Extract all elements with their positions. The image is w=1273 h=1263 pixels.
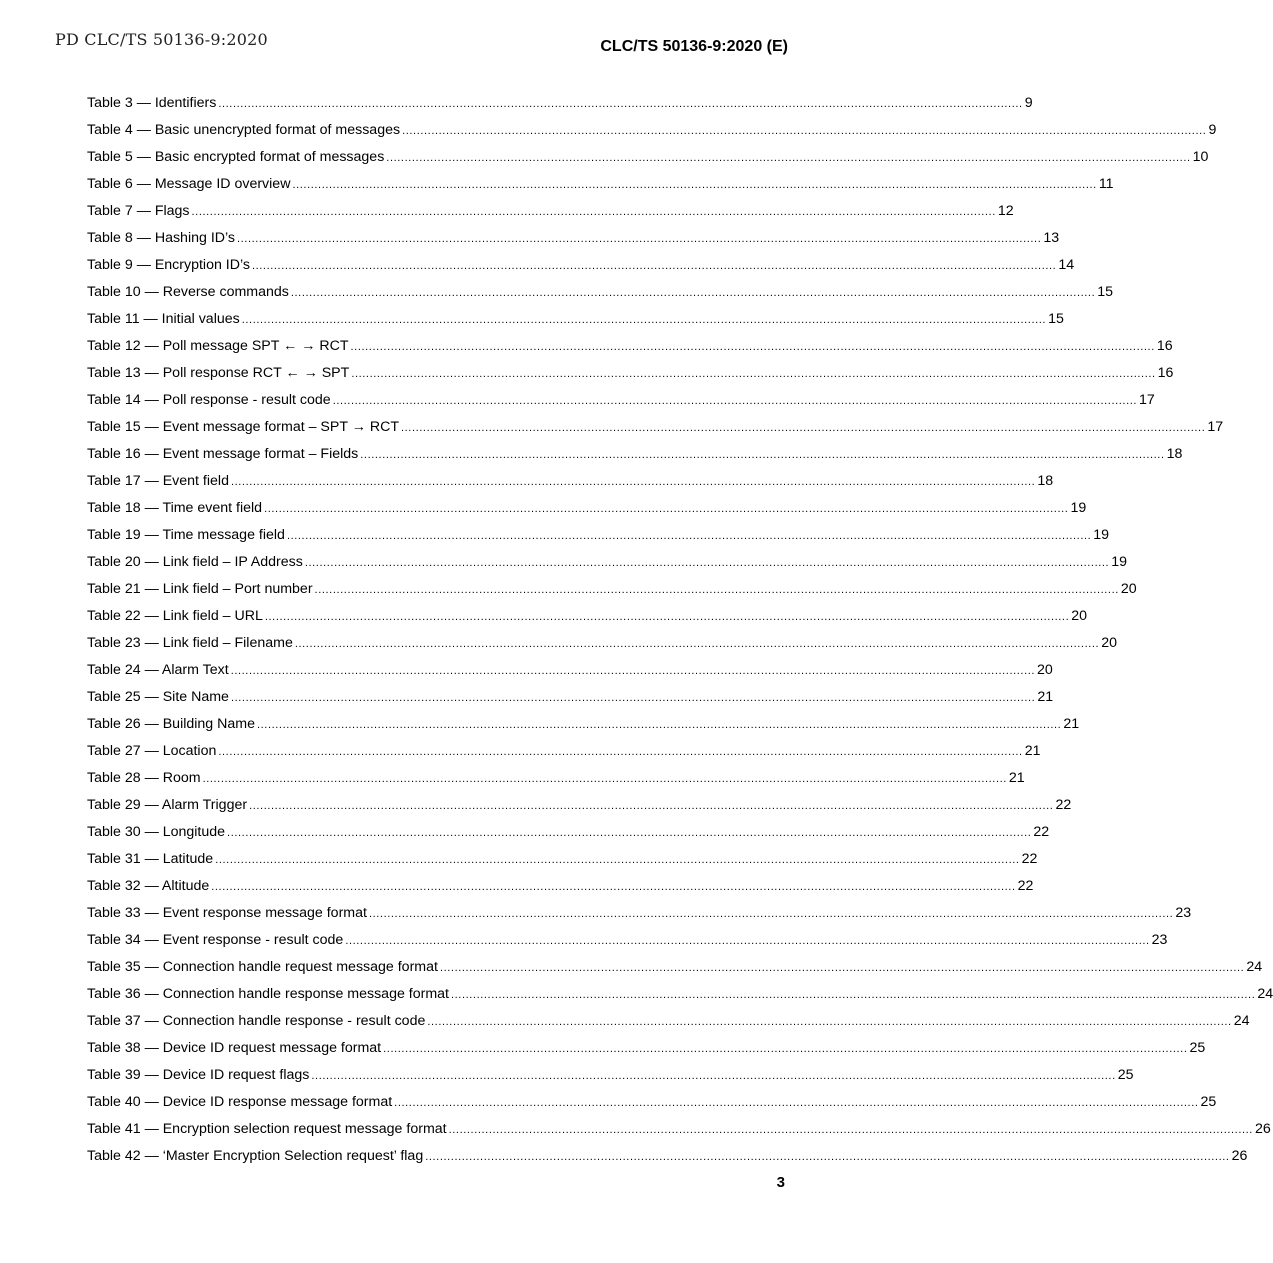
toc-entry-title: Table 6 — Message ID overview (87, 176, 291, 192)
dot-leader: ............................................................................................................................................................................................................................ (345, 935, 1150, 947)
dot-leader: ............................................................................................................................................................................................................................ (290, 287, 1096, 299)
dot-leader: ............................................................................................................................................................................................................................ (191, 206, 996, 218)
toc-entry[interactable] (87, 931, 1168, 958)
toc-entry[interactable] (87, 769, 1025, 796)
toc-entry-title: Table 26 — Building Name (87, 716, 255, 732)
toc-entry-page: 22 (1017, 878, 1034, 894)
toc-entry[interactable] (87, 229, 1060, 256)
toc-entry-page: 24 (1257, 986, 1273, 1002)
dot-leader: ............................................................................................................................................................................................................................ (383, 1043, 1188, 1055)
dot-leader: ............................................................................................................................................................................................................................ (264, 611, 1070, 623)
dot-leader: ............................................................................................................................................................................................................................ (427, 1016, 1232, 1028)
toc-entry-title: Table 38 — Device ID request message format (87, 1040, 382, 1056)
toc-entry-page: 11 (1098, 176, 1114, 192)
toc-entry[interactable] (87, 715, 1080, 742)
toc-entry-page: 20 (1037, 662, 1053, 678)
toc-entry-page: 9 (1024, 95, 1033, 111)
toc-entry[interactable] (87, 850, 1038, 877)
toc-entry-title: Table 30 — Longitude (87, 824, 226, 840)
dot-leader: ............................................................................................................................................................................................................................ (368, 908, 1174, 920)
toc-entry-page: 21 (1063, 716, 1080, 732)
toc-entry-title: Table 13 — Poll response RCT ← → SPT (87, 365, 350, 381)
toc-entry-page: 21 (1037, 689, 1054, 705)
dot-leader: ............................................................................................................................................................................................................................ (294, 638, 1100, 650)
dot-leader: ............................................................................................................................................................................................................................ (425, 1151, 1230, 1163)
dot-leader: ............................................................................................................................................................................................................................ (448, 1124, 1253, 1136)
dot-leader: ............................................................................................................................................................................................................................ (451, 989, 1256, 1001)
dot-leader: ............................................................................................................................................................................................................................ (351, 368, 1156, 380)
toc-entry[interactable] (87, 958, 1263, 985)
toc-entry-page: 26 (1254, 1121, 1271, 1137)
dot-leader: ............................................................................................................................................................................................................................ (251, 260, 1057, 272)
toc-entry-page: 14 (1058, 257, 1075, 273)
toc-entry-page: 16 (1157, 365, 1174, 381)
toc-entry[interactable] (87, 1066, 1134, 1093)
toc-entry-title: Table 9 — Encryption ID’s (87, 257, 250, 273)
dot-leader: ............................................................................................................................................................................................................................ (241, 314, 1047, 326)
pd-document-id: PD CLC/TS 50136-9:2020 (55, 30, 268, 49)
toc-entry-page: 19 (1070, 500, 1087, 516)
toc-entry-page: 25 (1200, 1094, 1217, 1110)
toc-entry-title: Table 14 — Poll response - result code (87, 392, 331, 408)
toc-entry[interactable] (87, 553, 1127, 580)
toc-entry-page: 20 (1071, 608, 1088, 624)
toc-entry-page: 12 (997, 203, 1014, 219)
toc-entry-page: 17 (1139, 392, 1155, 408)
toc-entry-page: 20 (1101, 635, 1117, 651)
toc-entry-page: 24 (1233, 1013, 1250, 1029)
toc-entry[interactable] (87, 796, 1072, 823)
dot-leader: ............................................................................................................................................................................................................................ (211, 881, 1016, 893)
dot-leader: ............................................................................................................................................................................................................................ (314, 584, 1119, 596)
toc-entry[interactable] (87, 526, 1110, 553)
dot-leader: ............................................................................................................................................................................................................................ (402, 125, 1207, 137)
toc-entry[interactable] (87, 742, 1041, 769)
toc-entry[interactable] (87, 94, 1033, 121)
toc-entry-page: 22 (1033, 824, 1050, 840)
dot-leader: ............................................................................................................................................................................................................................ (237, 233, 1042, 245)
toc-entry-page: 19 (1093, 527, 1110, 543)
dot-leader: ............................................................................................................................................................................................................................ (286, 530, 1092, 542)
toc-entry-title: Table 36 — Connection handle response message format (87, 986, 449, 1002)
toc-entry-title: Table 28 — Room (87, 770, 201, 786)
toc-entry[interactable] (87, 418, 1224, 445)
toc-entry-page: 23 (1151, 932, 1168, 948)
list-of-tables (87, 94, 1273, 1174)
toc-entry-page: 22 (1055, 797, 1072, 813)
toc-entry[interactable] (87, 607, 1088, 634)
toc-entry-title: Table 42 — ‘Master Encryption Selection request’ flag (87, 1148, 424, 1164)
toc-entry-page: 18 (1037, 473, 1054, 489)
toc-entry-title: Table 41 — Encryption selection request message format (87, 1121, 447, 1137)
toc-entry-title: Table 12 — Poll message SPT ← → RCT (87, 338, 349, 354)
toc-entry[interactable] (87, 283, 1114, 310)
toc-entry[interactable] (87, 661, 1053, 688)
toc-entry-title: Table 16 — Event message format – Fields (87, 446, 359, 462)
toc-entry-page: 25 (1117, 1067, 1134, 1083)
dot-leader: ............................................................................................................................................................................................................................ (230, 692, 1036, 704)
page-number: 3 (776, 1174, 785, 1191)
dot-leader: ............................................................................................................................................................................................................................ (360, 449, 1165, 461)
toc-entry-title: Table 37 — Connection handle response - result code (87, 1013, 426, 1029)
toc-entry-page: 10 (1192, 149, 1209, 165)
toc-entry-title: Table 23 — Link field – Filename (87, 635, 293, 651)
dot-leader: ............................................................................................................................................................................................................................ (332, 395, 1138, 407)
dot-leader: ............................................................................................................................................................................................................................ (230, 476, 1036, 488)
toc-entry-page: 25 (1189, 1040, 1206, 1056)
dot-leader: ............................................................................................................................................................................................................................ (394, 1097, 1199, 1109)
toc-entry-title: Table 18 — Time event field (87, 500, 263, 516)
toc-entry-title: Table 22 — Link field – URL (87, 608, 263, 624)
dot-leader: ............................................................................................................................................................................................................................ (256, 719, 1062, 731)
toc-entry-title: Table 20 — Link field – IP Address (87, 554, 303, 570)
toc-entry-title: Table 10 — Reverse commands (87, 284, 289, 300)
toc-entry-title: Table 15 — Event message format – SPT → RCT (87, 419, 399, 435)
toc-entry-title: Table 25 — Site Name (87, 689, 229, 705)
toc-entry-page: 24 (1246, 959, 1263, 975)
toc-entry-page: 23 (1175, 905, 1192, 921)
toc-entry[interactable] (87, 337, 1173, 364)
dot-leader: ............................................................................................................................................................................................................................ (350, 341, 1155, 353)
toc-entry[interactable] (87, 904, 1192, 931)
dot-leader: ............................................................................................................................................................................................................................ (439, 962, 1245, 974)
toc-entry[interactable] (87, 364, 1174, 391)
dot-leader: ............................................................................................................................................................................................................................ (202, 773, 1007, 785)
toc-entry-page: 21 (1024, 743, 1041, 759)
toc-entry[interactable] (87, 472, 1054, 499)
toc-entry-page: 17 (1207, 419, 1224, 435)
toc-entry-title: Table 19 — Time message field (87, 527, 285, 543)
toc-entry[interactable] (87, 148, 1209, 175)
toc-entry[interactable] (87, 634, 1117, 661)
toc-entry-title: Table 31 — Latitude (87, 851, 214, 867)
toc-entry-title: Table 11 — Initial values (87, 311, 240, 327)
toc-entry-title: Table 5 — Basic encrypted format of messages (87, 149, 385, 165)
toc-entry[interactable] (87, 1093, 1217, 1120)
toc-entry[interactable] (87, 823, 1050, 850)
dot-leader: ............................................................................................................................................................................................................................ (311, 1070, 1116, 1082)
toc-entry-title: Table 32 — Altitude (87, 878, 210, 894)
toc-entry[interactable] (87, 391, 1155, 418)
toc-entry[interactable] (87, 877, 1034, 904)
dot-leader: ............................................................................................................................................................................................................................ (218, 98, 1023, 110)
dot-leader: ............................................................................................................................................................................................................................ (249, 800, 1054, 812)
toc-entry-title: Table 24 — Alarm Text (87, 662, 229, 678)
toc-entry[interactable] (87, 580, 1137, 607)
toc-entry-page: 13 (1043, 230, 1060, 246)
toc-entry[interactable] (87, 256, 1075, 283)
toc-entry-title: Table 34 — Event response - result code (87, 932, 344, 948)
dot-leader: ............................................................................................................................................................................................................................ (386, 152, 1191, 164)
toc-entry-title: Table 33 — Event response message format (87, 905, 367, 921)
dot-leader: ............................................................................................................................................................................................................................ (218, 746, 1023, 758)
toc-entry-title: Table 35 — Connection handle request message format (87, 959, 438, 975)
toc-entry[interactable] (87, 1147, 1248, 1174)
toc-entry-title: Table 4 — Basic unencrypted format of messages (87, 122, 401, 138)
toc-entry[interactable] (87, 1012, 1250, 1039)
dot-leader: ............................................................................................................................................................................................................................ (264, 503, 1069, 515)
toc-entry[interactable] (87, 1120, 1271, 1147)
toc-entry-page: 22 (1021, 851, 1038, 867)
toc-entry-title: Table 39 — Device ID request flags (87, 1067, 310, 1083)
toc-entry[interactable] (87, 202, 1014, 229)
toc-entry[interactable] (87, 121, 1217, 148)
document-id-header: CLC/TS 50136-9:2020 (E) (600, 38, 788, 55)
toc-entry[interactable] (87, 499, 1087, 526)
toc-entry[interactable] (87, 445, 1183, 472)
toc-entry-page: 20 (1120, 581, 1137, 597)
dot-leader: ............................................................................................................................................................................................................................ (401, 422, 1206, 434)
dot-leader: ............................................................................................................................................................................................................................ (215, 854, 1020, 866)
toc-entry-title: Table 21 — Link field – Port number (87, 581, 313, 597)
toc-entry-page: 18 (1166, 446, 1183, 462)
toc-entry-page: 21 (1008, 770, 1025, 786)
toc-entry-title: Table 17 — Event field (87, 473, 229, 489)
toc-entry-page: 26 (1231, 1148, 1248, 1164)
toc-entry[interactable] (87, 985, 1273, 1012)
toc-entry-title: Table 7 — Flags (87, 203, 190, 219)
toc-entry-page: 16 (1156, 338, 1173, 354)
toc-entry-title: Table 8 — Hashing ID’s (87, 230, 235, 246)
toc-entry-title: Table 40 — Device ID response message format (87, 1094, 393, 1110)
dot-leader: ............................................................................................................................................................................................................................ (230, 665, 1036, 677)
toc-entry[interactable] (87, 175, 1114, 202)
dot-leader: ............................................................................................................................................................................................................................ (227, 827, 1032, 839)
dot-leader: ............................................................................................................................................................................................................................ (292, 179, 1097, 191)
toc-entry-page: 15 (1048, 311, 1064, 327)
toc-entry[interactable] (87, 310, 1064, 337)
toc-entry-title: Table 29 — Alarm Trigger (87, 797, 248, 813)
toc-entry-title: Table 27 — Location (87, 743, 217, 759)
toc-entry-page: 19 (1111, 554, 1127, 570)
dot-leader: ............................................................................................................................................................................................................................ (304, 557, 1110, 569)
toc-entry[interactable] (87, 1039, 1206, 1066)
toc-entry-page: 15 (1097, 284, 1114, 300)
toc-entry-page: 9 (1208, 122, 1217, 138)
toc-entry[interactable] (87, 688, 1054, 715)
toc-entry-title: Table 3 — Identifiers (87, 95, 217, 111)
